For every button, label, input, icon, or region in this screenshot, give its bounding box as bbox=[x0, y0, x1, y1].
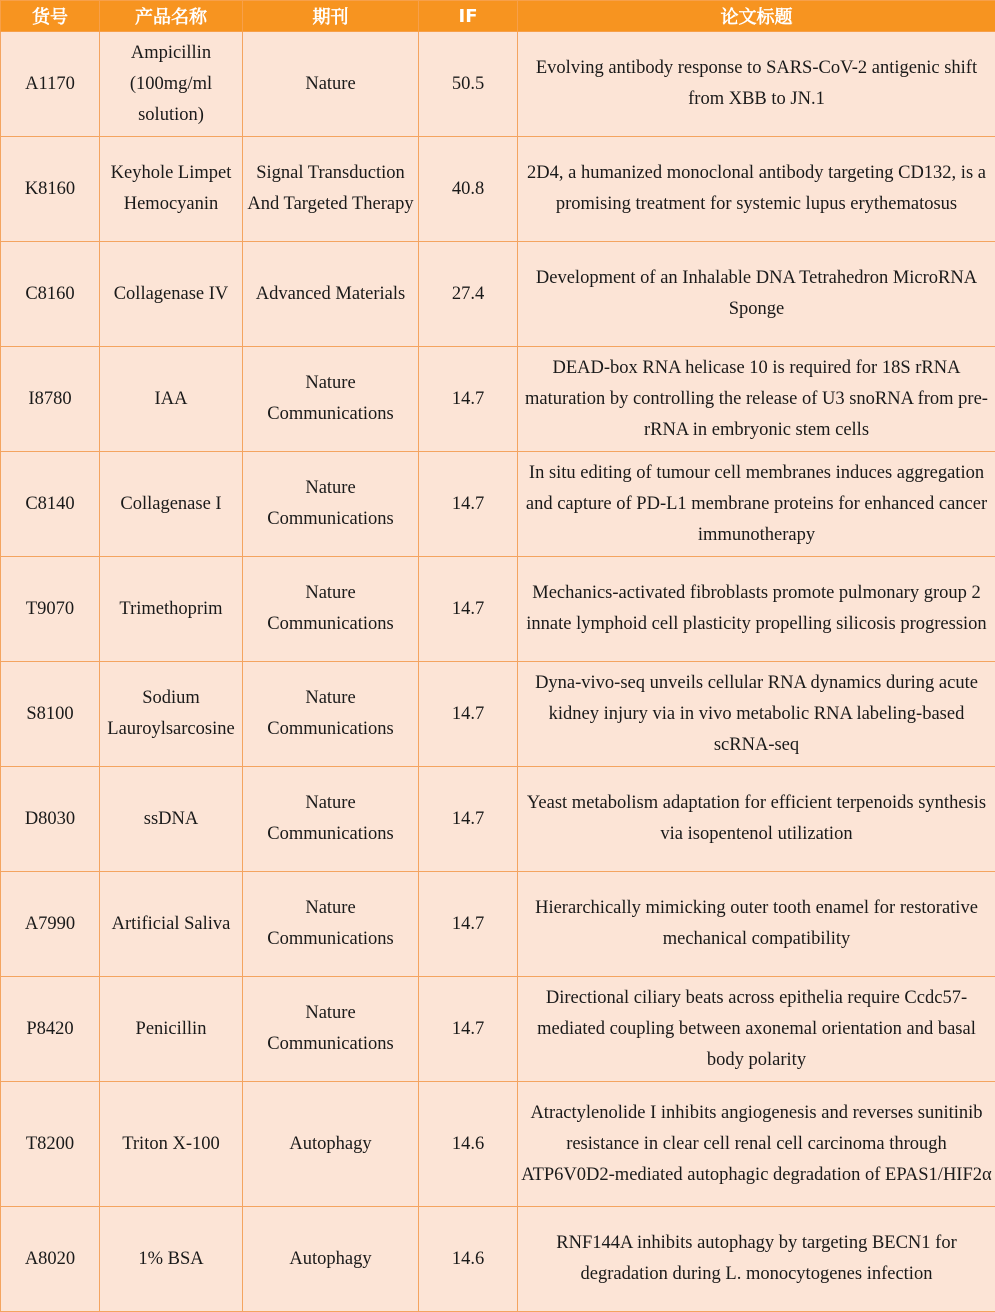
paper-title: Dyna-vivo-seq unveils cellular RNA dynamics during acute kidney injury via in vivo metabolic RNA labeling-based scRNA-seq bbox=[518, 662, 995, 767]
product-name: IAA bbox=[100, 347, 243, 452]
product-name: 1% BSA bbox=[100, 1207, 243, 1312]
impact-factor: 14.7 bbox=[419, 557, 518, 662]
catalog-no: A8020 bbox=[1, 1207, 100, 1312]
impact-factor: 40.8 bbox=[419, 137, 518, 242]
catalog-no: A1170 bbox=[1, 32, 100, 137]
impact-factor: 14.7 bbox=[419, 662, 518, 767]
journal: Nature Communications bbox=[243, 977, 419, 1082]
header-row bbox=[1, 1, 995, 32]
paper-title: Yeast metabolism adaptation for efficient terpenoids synthesis via isopentenol utilization bbox=[518, 767, 995, 872]
paper-title: RNF144A inhibits autophagy by targeting BECN1 for degradation during L. monocytogenes infection bbox=[518, 1207, 995, 1312]
catalog-no: P8420 bbox=[1, 977, 100, 1082]
paper-title: Directional ciliary beats across epithelia require Ccdc57-mediated coupling between axonemal orientation and basal body polarity bbox=[518, 977, 995, 1082]
table-row bbox=[1, 977, 995, 1082]
table-row bbox=[1, 1082, 995, 1207]
impact-factor: 27.4 bbox=[419, 242, 518, 347]
table-row bbox=[1, 452, 995, 557]
paper-title: Hierarchically mimicking outer tooth enamel for restorative mechanical compatibility bbox=[518, 872, 995, 977]
impact-factor: 14.7 bbox=[419, 767, 518, 872]
product-name: Keyhole Limpet Hemocyanin bbox=[100, 137, 243, 242]
catalog-no: A7990 bbox=[1, 872, 100, 977]
paper-title: Mechanics-activated fibroblasts promote pulmonary group 2 innate lymphoid cell plasticity propelling silicosis progression bbox=[518, 557, 995, 662]
table-row bbox=[1, 32, 995, 137]
paper-title: In situ editing of tumour cell membranes induces aggregation and capture of PD-L1 membrane proteins for enhanced cancer immunotherapy bbox=[518, 452, 995, 557]
catalog-no: K8160 bbox=[1, 137, 100, 242]
product-name: Artificial Saliva bbox=[100, 872, 243, 977]
table-row bbox=[1, 662, 995, 767]
header-journal: 期刊 bbox=[243, 1, 419, 32]
paper-title: DEAD-box RNA helicase 10 is required for 18S rRNA maturation by controlling the release of U3 snoRNA from pre-rRNA in embryonic stem cells bbox=[518, 347, 995, 452]
journal: Autophagy bbox=[243, 1207, 419, 1312]
header-catalog-no: 货号 bbox=[1, 1, 100, 32]
impact-factor: 14.7 bbox=[419, 452, 518, 557]
journal: Nature Communications bbox=[243, 872, 419, 977]
catalog-no: T8200 bbox=[1, 1082, 100, 1207]
header-impact-factor: IF bbox=[419, 1, 518, 32]
paper-title: Atractylenolide I inhibits angiogenesis and reverses sunitinib resistance in clear cell renal cell carcinoma through ATP6V0D2-mediated autophagic degradation of EPAS1/HIF2α bbox=[518, 1082, 995, 1207]
journal: Nature Communications bbox=[243, 662, 419, 767]
paper-title: Development of an Inhalable DNA Tetrahedron MicroRNA Sponge bbox=[518, 242, 995, 347]
table-row bbox=[1, 767, 995, 872]
impact-factor: 14.7 bbox=[419, 347, 518, 452]
paper-title: 2D4, a humanized monoclonal antibody targeting CD132, is a promising treatment for systemic lupus erythematosus bbox=[518, 137, 995, 242]
product-name: Triton X-100 bbox=[100, 1082, 243, 1207]
journal: Nature Communications bbox=[243, 767, 419, 872]
impact-factor: 14.6 bbox=[419, 1207, 518, 1312]
product-name: Collagenase I bbox=[100, 452, 243, 557]
table-row bbox=[1, 242, 995, 347]
journal: Nature Communications bbox=[243, 557, 419, 662]
product-name: ssDNA bbox=[100, 767, 243, 872]
table-row bbox=[1, 557, 995, 662]
paper-title: Evolving antibody response to SARS-CoV-2 antigenic shift from XBB to JN.1 bbox=[518, 32, 995, 137]
impact-factor: 14.6 bbox=[419, 1082, 518, 1207]
journal: Advanced Materials bbox=[243, 242, 419, 347]
table-row bbox=[1, 137, 995, 242]
impact-factor: 14.7 bbox=[419, 872, 518, 977]
product-name: Trimethoprim bbox=[100, 557, 243, 662]
product-name: Ampicillin (100mg/ml solution) bbox=[100, 32, 243, 137]
header-product-name: 产品名称 bbox=[100, 1, 243, 32]
table-row bbox=[1, 1207, 995, 1312]
catalog-no: T9070 bbox=[1, 557, 100, 662]
catalog-no: S8100 bbox=[1, 662, 100, 767]
table-row bbox=[1, 347, 995, 452]
impact-factor: 14.7 bbox=[419, 977, 518, 1082]
product-name: Collagenase IV bbox=[100, 242, 243, 347]
impact-factor: 50.5 bbox=[419, 32, 518, 137]
journal: Nature Communications bbox=[243, 452, 419, 557]
catalog-no: I8780 bbox=[1, 347, 100, 452]
journal: Nature Communications bbox=[243, 347, 419, 452]
journal: Nature bbox=[243, 32, 419, 137]
header-paper-title: 论文标题 bbox=[518, 1, 995, 32]
product-name: Penicillin bbox=[100, 977, 243, 1082]
catalog-no: C8160 bbox=[1, 242, 100, 347]
table-row bbox=[1, 872, 995, 977]
journal: Signal Transduction And Targeted Therapy bbox=[243, 137, 419, 242]
journal: Autophagy bbox=[243, 1082, 419, 1207]
catalog-no: D8030 bbox=[1, 767, 100, 872]
catalog-no: C8140 bbox=[1, 452, 100, 557]
product-name: Sodium Lauroylsarcosine bbox=[100, 662, 243, 767]
